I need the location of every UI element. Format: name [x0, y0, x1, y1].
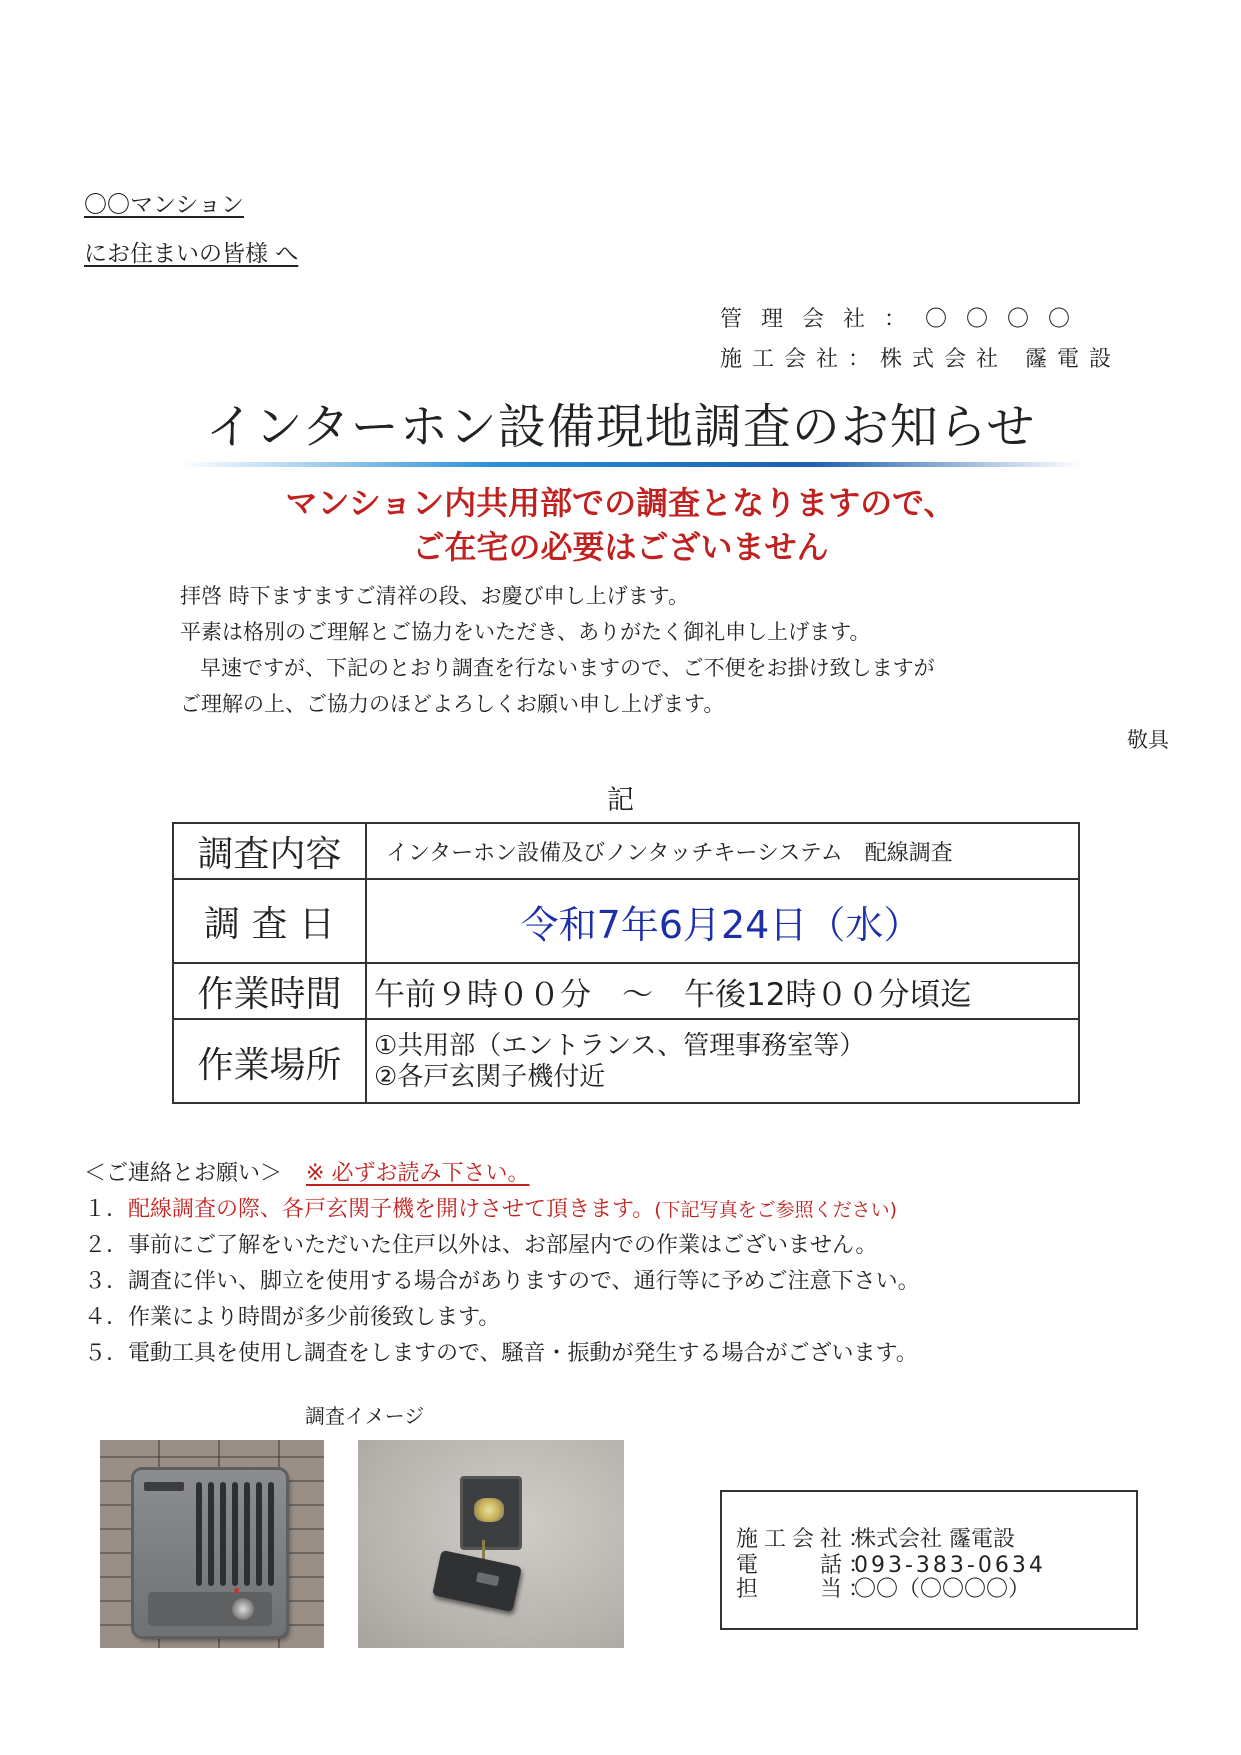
details-row-time: [174, 964, 1078, 1020]
greeting-line-3: 早速ですが、下記のとおり調査を行ないますので、ご不便をお掛け致しますが: [200, 656, 935, 680]
notice-item: [84, 1192, 897, 1223]
person-value: 〇〇（〇〇〇〇）: [854, 1577, 1031, 1602]
place-value: [374, 1020, 1068, 1104]
notice-heading-label: ＜ご連絡とお願い＞: [84, 1161, 283, 1186]
intercom-closed-photo: [100, 1440, 324, 1648]
intercom-unit: [134, 1470, 286, 1636]
page-title: インターホン設備現地調査のお知らせ: [205, 399, 1036, 455]
indicator-led: [234, 1588, 239, 1593]
key-cylinder-icon: [232, 1598, 254, 1620]
date-label: 調 査 日: [174, 880, 367, 962]
greeting-line-1: 拝啓 時下ますますご清祥の段、お慶び申し上げます。: [180, 584, 689, 608]
contractor-value: 株式会社 霳電設: [854, 1527, 1015, 1552]
notice-text: 事前にご了解をいただいた住戸以外は、お部屋内での作業はございません。: [128, 1233, 878, 1258]
construction-company: 施工会社：株式会社 霳電設: [720, 347, 1121, 372]
closing-word: 敬具: [1127, 728, 1169, 752]
time-value: 午前９時００分 ～ 午後12時００分頃迄: [374, 976, 972, 1013]
contact-box: [720, 1490, 1138, 1630]
wires: [474, 1498, 504, 1522]
recipient-building: 〇〇マンション: [84, 192, 244, 218]
notice-text: 調査に伴い、脚立を使用する場合がありますので、通行等に予めご注意下さい。: [128, 1269, 920, 1294]
speaker-grille: [256, 1482, 262, 1586]
speaker-grille: [220, 1482, 226, 1586]
notice-number: ２.: [84, 1233, 113, 1258]
contact-phone: [736, 1554, 1046, 1578]
content-value: インターホン設備及びノンタッチキーシステム 配線調査: [386, 840, 953, 866]
notice-number: ３.: [84, 1269, 113, 1294]
removed-cover: [432, 1550, 522, 1612]
notice-number: １.: [84, 1197, 113, 1222]
notice-item: [84, 1300, 500, 1331]
title-underline: [180, 462, 1080, 467]
notice-item: [84, 1264, 920, 1295]
notice-note: (下記写真をご参照ください): [654, 1199, 898, 1221]
place-label: 作業場所: [174, 1020, 367, 1104]
greeting-line-2: 平素は格別のご理解とご協力をいただき、ありがたく御礼申し上げます。: [180, 620, 871, 644]
brand-plate: [144, 1482, 184, 1491]
speaker-grille: [244, 1482, 250, 1586]
person-label: 担 当：: [736, 1577, 877, 1602]
contact-person: [736, 1578, 1030, 1602]
place-value-1: ①共用部（エントランス、管理事務室等）: [374, 1031, 866, 1061]
notice-number: ５.: [84, 1341, 113, 1366]
highlight-line-1: マンション内共用部での調査となりますので、: [285, 484, 956, 522]
intercom-open-photo: [358, 1440, 624, 1648]
speaker-grille: [196, 1482, 202, 1586]
greeting-line-4: ご理解の上、ご協力のほどよろしくお願い申し上げます。: [180, 692, 725, 716]
notice-text: 配線調査の際、各戸玄関子機を開けさせて頂きます。: [128, 1197, 655, 1222]
notice-item: [84, 1336, 918, 1367]
time-label: 作業時間: [174, 964, 367, 1018]
phone-value: 093-383-0634: [854, 1553, 1046, 1578]
management-company: 管理会社：〇〇〇〇: [720, 307, 1090, 332]
details-row-content: [174, 824, 1078, 880]
image-caption: 調査イメージ: [305, 1404, 425, 1428]
notice-item: [84, 1228, 877, 1259]
notice-number: ４.: [84, 1305, 113, 1330]
place-value-2: ②各戸玄関子機付近: [374, 1062, 606, 1092]
content-label: 調査内容: [174, 824, 367, 878]
details-row-place: [174, 1020, 1078, 1104]
cover-slot: [476, 1572, 500, 1586]
phone-label: 電 話：: [736, 1553, 877, 1578]
recipient-residents: にお住まいの皆様 へ: [84, 241, 299, 267]
speaker-grille: [268, 1482, 274, 1586]
notice-text: 電動工具を使用し調査をしますので、騒音・振動が発生する場合がございます。: [128, 1341, 918, 1366]
must-read-note: ※ 必ずお読み下さい。: [306, 1161, 530, 1186]
contact-contractor: [736, 1528, 1015, 1552]
ki-heading: 記: [607, 785, 634, 816]
details-row-date: [174, 880, 1078, 964]
details-table: [172, 822, 1080, 1104]
speaker-grille: [232, 1482, 238, 1586]
notice-heading: [84, 1156, 529, 1187]
contractor-label: 施工会社：: [736, 1527, 877, 1552]
highlight-line-2: ご在宅の必要はございません: [412, 528, 829, 566]
speaker-grille: [208, 1482, 214, 1586]
date-value: 令和7年6月24日（水）: [520, 902, 922, 947]
notice-text: 作業により時間が多少前後致します。: [128, 1305, 501, 1330]
